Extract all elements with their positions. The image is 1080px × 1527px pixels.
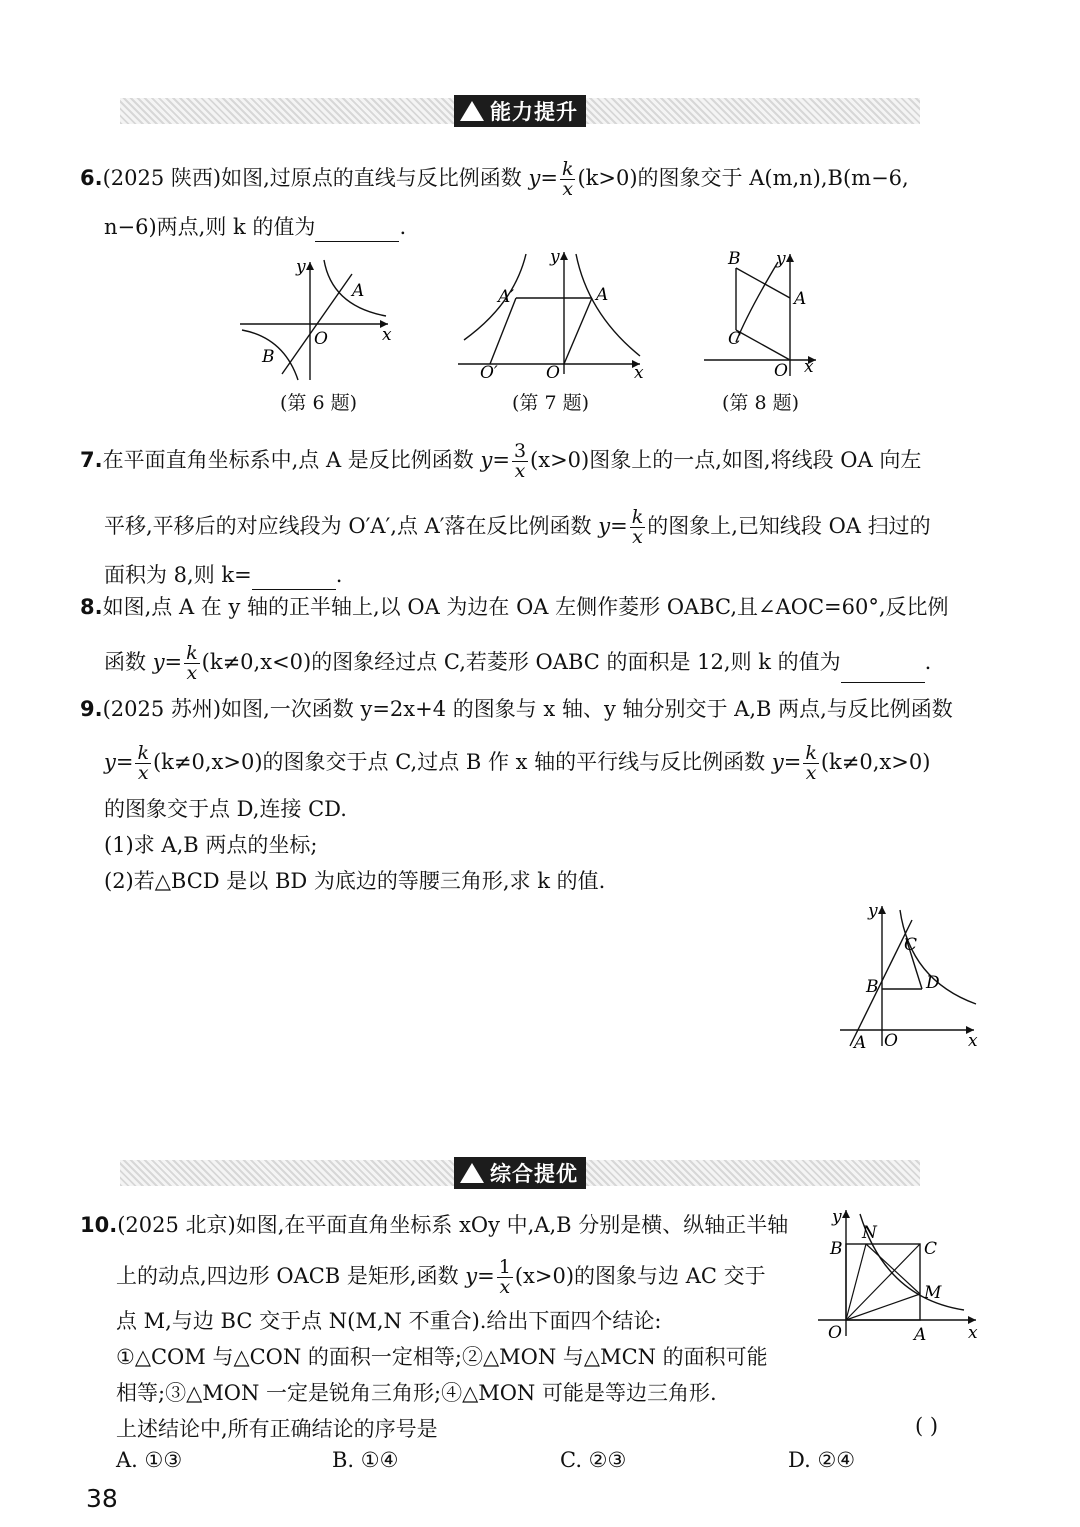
svg-text:C: C (728, 329, 742, 349)
svg-text:A: A (352, 281, 365, 301)
svg-text:A: A (854, 1033, 867, 1050)
svg-text:O: O (774, 361, 788, 380)
option-b: B. ①④ (332, 1448, 399, 1472)
pyramid-icon (460, 1163, 484, 1183)
caption-fig6: (第 6 题) (280, 392, 357, 414)
svg-text:y: y (868, 901, 878, 921)
svg-text:y: y (296, 257, 306, 277)
q8-line1: 8.如图,点 A 在 y 轴的正半轴上,以 OA 为边在 OA 左侧作菱形 OABC,且∠AOC=60°,反比例 (80, 595, 949, 619)
q7-line1: 7.在平面直角坐标系中,点 A 是反比例函数 y= $\frac{3}{x}$ (x>0)图象上的一点,如图,将线段 OA 向左 (80, 440, 922, 482)
option-c: C. ②③ (560, 1448, 627, 1472)
q10-line4: ①△COM 与△CON 的面积一定相等;②△MON 与△MCN 的面积可能 (116, 1345, 768, 1369)
svg-text:B: B (728, 249, 741, 269)
section-title-comprehensive: 综合提优 (454, 1157, 586, 1189)
answer-blank (315, 221, 399, 242)
svg-text:O′: O′ (480, 363, 498, 383)
svg-text:O: O (884, 1031, 898, 1050)
svg-text:x: x (968, 1031, 978, 1050)
svg-text:O: O (546, 363, 560, 383)
q7-line3: 面积为 8,则 k= . (104, 560, 342, 590)
svg-text:x: x (804, 357, 814, 377)
page-number: 38 (86, 1484, 118, 1513)
svg-text:x: x (634, 363, 644, 383)
svg-text:y: y (776, 249, 786, 269)
q10-line5: 相等;③△MON 一定是锐角三角形;④△MON 可能是等边三角形. (116, 1381, 717, 1405)
svg-text:y: y (832, 1207, 842, 1227)
q9-line3: 的图象交于点 D,连接 CD. (104, 797, 347, 821)
q7-line2: 平移,平移后的对应线段为 O′A′,点 A′落在反比例函数 y= $\frac{k}{x}$ 的图象上,已知线段 OA 扫过的 (104, 506, 931, 548)
figure-q10 (814, 1206, 982, 1346)
figure-q6 (236, 254, 406, 384)
svg-text:A: A (596, 285, 609, 305)
svg-text:D: D (926, 973, 940, 993)
q8-line2: 函数 y= $\frac{k}{x}$ (k≠0,x<0)的图象经过点 C,若菱形 OABC 的面积是 12,则 k 的值为 . (104, 642, 932, 684)
svg-text:A: A (914, 1325, 927, 1345)
q9-line2: y= $\frac{k}{x}$ (k≠0,x>0)的图象交于点 C,过点 B 作 x 轴的平行线与反比例函数 y= $\frac{k}{x}$ (k≠0,x>0) (104, 742, 931, 784)
svg-text:B: B (830, 1239, 843, 1259)
pyramid-icon (460, 101, 484, 121)
svg-text:O: O (828, 1323, 842, 1343)
q10-line1: 10.(2025 北京)如图,在平面直角坐标系 xOy 中,A,B 分别是横、纵轴正半轴 (80, 1213, 789, 1237)
svg-text:M: M (924, 1283, 942, 1303)
svg-text:C: C (924, 1239, 938, 1259)
svg-text:A: A (794, 289, 807, 309)
svg-text:y: y (550, 247, 560, 267)
figure-q8 (700, 248, 830, 380)
caption-fig7: (第 7 题) (512, 392, 589, 414)
q9-part2: (2)若△BCD 是以 BD 为底边的等腰三角形,求 k 的值. (104, 869, 606, 893)
q10-line3: 点 M,与边 BC 交于点 N(M,N 不重合).给出下面四个结论: (116, 1309, 662, 1333)
svg-text:x: x (968, 1323, 978, 1343)
svg-text:A′: A′ (498, 287, 515, 307)
q10-line2: 上的动点,四边形 OACB 是矩形,函数 y= $\frac{1}{x}$ (x>0)的图象与边 AC 交于 (116, 1256, 766, 1298)
figure-q9 (836, 900, 986, 1050)
svg-text:C: C (904, 935, 918, 955)
answer-blank (252, 569, 336, 590)
figure-q7 (454, 244, 654, 384)
svg-text:B: B (866, 977, 879, 997)
q6-line2: n−6)两点,则 k 的值为 . (104, 212, 406, 242)
caption-fig8: (第 8 题) (722, 392, 799, 414)
svg-text:B: B (262, 347, 275, 367)
q10-line6: 上述结论中,所有正确结论的序号是 (116, 1417, 438, 1441)
q6-line1: 6.(2025 陕西)如图,过原点的直线与反比例函数 y= $\frac{k}{x}$ (k>0)的图象交于 A(m,n),B(m−6, (80, 158, 909, 200)
svg-text:N: N (862, 1223, 877, 1243)
q9-line1: 9.(2025 苏州)如图,一次函数 y=2x+4 的图象与 x 轴、y 轴分别交于 A,B 两点,与反比例函数 (80, 697, 953, 721)
q9-part1: (1)求 A,B 两点的坐标; (104, 833, 318, 857)
svg-text:x: x (382, 325, 392, 345)
answer-blank (841, 662, 925, 683)
option-d: D. ②④ (788, 1448, 856, 1472)
option-a: A. ①③ (116, 1448, 183, 1472)
svg-text:O: O (314, 329, 328, 349)
section-title-ability: 能力提升 (454, 95, 586, 127)
answer-paren: ( ) (915, 1414, 939, 1438)
